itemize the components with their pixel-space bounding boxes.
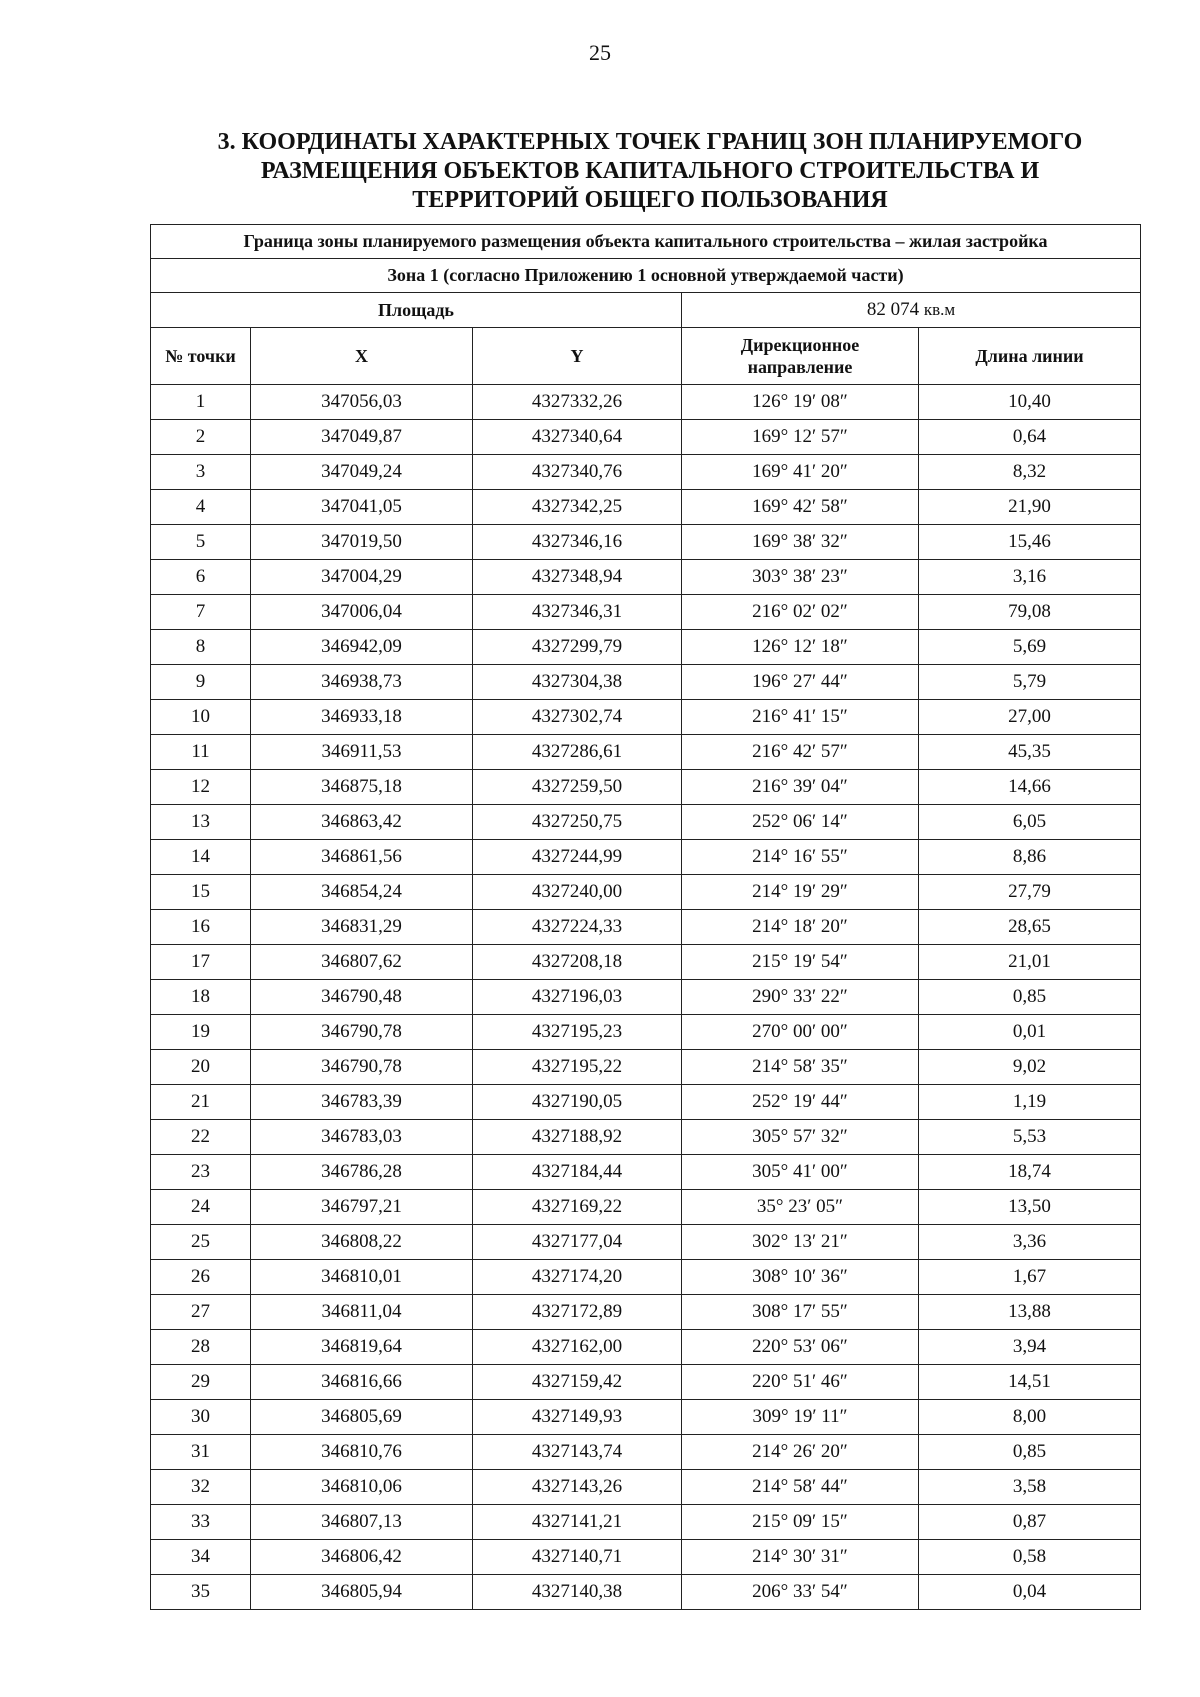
- table-row: [151, 665, 1141, 700]
- direction-cell: 126° 12′ 18″: [682, 630, 919, 665]
- y-coordinate-cell: 4327340,64: [473, 420, 682, 455]
- line-length-cell: 1,67: [919, 1260, 1141, 1295]
- y-coordinate-cell: 4327250,75: [473, 805, 682, 840]
- point-number-cell: 21: [151, 1085, 251, 1120]
- table-row: [151, 1120, 1141, 1155]
- direction-cell: 169° 42′ 58″: [682, 490, 919, 525]
- y-coordinate-cell: 4327162,00: [473, 1330, 682, 1365]
- point-number-cell: 33: [151, 1505, 251, 1540]
- table-row: [151, 910, 1141, 945]
- area-unit: кв.м: [923, 300, 956, 319]
- y-coordinate-cell: 4327304,38: [473, 665, 682, 700]
- area-value: 82 074: [866, 299, 920, 320]
- line-length-cell: 79,08: [919, 595, 1141, 630]
- direction-cell: 302° 13′ 21″: [682, 1225, 919, 1260]
- point-number-cell: 12: [151, 770, 251, 805]
- x-coordinate-cell: 346806,42: [251, 1540, 473, 1575]
- direction-cell: 303° 38′ 23″: [682, 560, 919, 595]
- table-row: [151, 1015, 1141, 1050]
- y-coordinate-cell: 4327302,74: [473, 700, 682, 735]
- x-coordinate-cell: 346808,22: [251, 1225, 473, 1260]
- line-length-cell: 5,79: [919, 665, 1141, 700]
- y-coordinate-cell: 4327259,50: [473, 770, 682, 805]
- x-coordinate-cell: 346861,56: [251, 840, 473, 875]
- y-coordinate-cell: 4327190,05: [473, 1085, 682, 1120]
- line-length-cell: 8,00: [919, 1400, 1141, 1435]
- point-number-cell: 2: [151, 420, 251, 455]
- point-number-cell: 30: [151, 1400, 251, 1435]
- y-coordinate-cell: 4327224,33: [473, 910, 682, 945]
- line-length-cell: 27,00: [919, 700, 1141, 735]
- direction-cell: 309° 19′ 11″: [682, 1400, 919, 1435]
- x-coordinate-cell: 346816,66: [251, 1365, 473, 1400]
- direction-cell: 216° 02′ 02″: [682, 595, 919, 630]
- x-coordinate-cell: 347019,50: [251, 525, 473, 560]
- point-number-cell: 9: [151, 665, 251, 700]
- direction-cell: 252° 19′ 44″: [682, 1085, 919, 1120]
- table-row: [151, 1330, 1141, 1365]
- line-length-cell: 8,32: [919, 455, 1141, 490]
- table-row: [151, 805, 1141, 840]
- point-number-cell: 23: [151, 1155, 251, 1190]
- section-heading: [200, 128, 1100, 215]
- point-number-cell: 6: [151, 560, 251, 595]
- x-coordinate-cell: 346810,76: [251, 1435, 473, 1470]
- line-length-cell: 21,90: [919, 490, 1141, 525]
- y-coordinate-cell: 4327159,42: [473, 1365, 682, 1400]
- point-number-cell: 26: [151, 1260, 251, 1295]
- column-header-x: X: [251, 328, 473, 385]
- y-coordinate-cell: 4327143,74: [473, 1435, 682, 1470]
- line-length-cell: 45,35: [919, 735, 1141, 770]
- point-number-cell: 29: [151, 1365, 251, 1400]
- table-row: [151, 1260, 1141, 1295]
- direction-cell: 35° 23′ 05″: [682, 1190, 919, 1225]
- table-row: [151, 1050, 1141, 1085]
- y-coordinate-cell: 4327340,76: [473, 455, 682, 490]
- area-value-cell: [682, 293, 1141, 328]
- point-number-cell: 14: [151, 840, 251, 875]
- x-coordinate-cell: 346810,01: [251, 1260, 473, 1295]
- y-coordinate-cell: 4327169,22: [473, 1190, 682, 1225]
- page-number: 25: [589, 40, 611, 65]
- x-coordinate-cell: 346786,28: [251, 1155, 473, 1190]
- line-length-cell: 3,16: [919, 560, 1141, 595]
- table-row: [151, 630, 1141, 665]
- x-coordinate-cell: 346831,29: [251, 910, 473, 945]
- y-coordinate-cell: 4327149,93: [473, 1400, 682, 1435]
- point-number-cell: 15: [151, 875, 251, 910]
- direction-header-line-2: направление: [747, 357, 853, 377]
- y-coordinate-cell: 4327348,94: [473, 560, 682, 595]
- column-header-point: № точки: [151, 328, 251, 385]
- table-row: [151, 420, 1141, 455]
- x-coordinate-cell: 346790,78: [251, 1015, 473, 1050]
- y-coordinate-cell: 4327188,92: [473, 1120, 682, 1155]
- point-number-cell: 1: [151, 385, 251, 420]
- point-number-cell: 19: [151, 1015, 251, 1050]
- x-coordinate-cell: 346819,64: [251, 1330, 473, 1365]
- line-length-cell: 0,01: [919, 1015, 1141, 1050]
- line-length-cell: 0,85: [919, 1435, 1141, 1470]
- line-length-cell: 5,53: [919, 1120, 1141, 1155]
- direction-cell: 216° 41′ 15″: [682, 700, 919, 735]
- direction-cell: 220° 51′ 46″: [682, 1365, 919, 1400]
- table-row: [151, 1365, 1141, 1400]
- x-coordinate-cell: 346938,73: [251, 665, 473, 700]
- table-row: [151, 735, 1141, 770]
- point-number-cell: 20: [151, 1050, 251, 1085]
- point-number-cell: 24: [151, 1190, 251, 1225]
- table-row: [151, 1575, 1141, 1610]
- coordinates-table: [150, 224, 1141, 1610]
- point-number-cell: 27: [151, 1295, 251, 1330]
- line-length-cell: 5,69: [919, 630, 1141, 665]
- line-length-cell: 28,65: [919, 910, 1141, 945]
- direction-cell: 270° 00′ 00″: [682, 1015, 919, 1050]
- zone-title: Зона 1 (согласно Приложению 1 основной утверждаемой части): [151, 259, 1141, 293]
- table-row: [151, 980, 1141, 1015]
- point-number-cell: 28: [151, 1330, 251, 1365]
- y-coordinate-cell: 4327177,04: [473, 1225, 682, 1260]
- heading-line-2: РАЗМЕЩЕНИЯ ОБЪЕКТОВ КАПИТАЛЬНОГО СТРОИТЕЛЬСТВА И: [260, 158, 1040, 184]
- direction-cell: 126° 19′ 08″: [682, 385, 919, 420]
- direction-cell: 252° 06′ 14″: [682, 805, 919, 840]
- table-row: [151, 1225, 1141, 1260]
- y-coordinate-cell: 4327195,23: [473, 1015, 682, 1050]
- x-coordinate-cell: 346863,42: [251, 805, 473, 840]
- point-number-cell: 17: [151, 945, 251, 980]
- table-row: [151, 490, 1141, 525]
- line-length-cell: 0,87: [919, 1505, 1141, 1540]
- table-row: [151, 700, 1141, 735]
- direction-cell: 216° 42′ 57″: [682, 735, 919, 770]
- x-coordinate-cell: 347056,03: [251, 385, 473, 420]
- table-row: [151, 1470, 1141, 1505]
- direction-cell: 214° 58′ 44″: [682, 1470, 919, 1505]
- table-row: [151, 840, 1141, 875]
- line-length-cell: 15,46: [919, 525, 1141, 560]
- line-length-cell: 14,51: [919, 1365, 1141, 1400]
- y-coordinate-cell: 4327299,79: [473, 630, 682, 665]
- direction-cell: 169° 38′ 32″: [682, 525, 919, 560]
- y-coordinate-cell: 4327332,26: [473, 385, 682, 420]
- point-number-cell: 10: [151, 700, 251, 735]
- y-coordinate-cell: 4327174,20: [473, 1260, 682, 1295]
- x-coordinate-cell: 346807,62: [251, 945, 473, 980]
- line-length-cell: 0,04: [919, 1575, 1141, 1610]
- x-coordinate-cell: 347049,87: [251, 420, 473, 455]
- x-coordinate-cell: 346933,18: [251, 700, 473, 735]
- line-length-cell: 27,79: [919, 875, 1141, 910]
- x-coordinate-cell: 346811,04: [251, 1295, 473, 1330]
- direction-cell: 290° 33′ 22″: [682, 980, 919, 1015]
- line-length-cell: 18,74: [919, 1155, 1141, 1190]
- point-number-cell: 3: [151, 455, 251, 490]
- column-header-direction: [682, 328, 919, 385]
- x-coordinate-cell: 346790,78: [251, 1050, 473, 1085]
- point-number-cell: 16: [151, 910, 251, 945]
- line-length-cell: 3,58: [919, 1470, 1141, 1505]
- line-length-cell: 13,88: [919, 1295, 1141, 1330]
- point-number-cell: 35: [151, 1575, 251, 1610]
- table-body: [151, 385, 1141, 1610]
- x-coordinate-cell: 346911,53: [251, 735, 473, 770]
- heading-line-1: 3. КООРДИНАТЫ ХАРАКТЕРНЫХ ТОЧЕК ГРАНИЦ ЗОН ПЛАНИРУЕМОГО: [217, 129, 1083, 155]
- table-row: [151, 525, 1141, 560]
- table-row: [151, 945, 1141, 980]
- table-row: [151, 1435, 1141, 1470]
- direction-cell: 214° 26′ 20″: [682, 1435, 919, 1470]
- point-number-cell: 7: [151, 595, 251, 630]
- y-coordinate-cell: 4327286,61: [473, 735, 682, 770]
- point-number-cell: 8: [151, 630, 251, 665]
- column-header-length: Длина линии: [919, 328, 1141, 385]
- direction-cell: 305° 41′ 00″: [682, 1155, 919, 1190]
- x-coordinate-cell: 346797,21: [251, 1190, 473, 1225]
- line-length-cell: 8,86: [919, 840, 1141, 875]
- y-coordinate-cell: 4327141,21: [473, 1505, 682, 1540]
- line-length-cell: 14,66: [919, 770, 1141, 805]
- y-coordinate-cell: 4327172,89: [473, 1295, 682, 1330]
- y-coordinate-cell: 4327346,16: [473, 525, 682, 560]
- x-coordinate-cell: 346805,69: [251, 1400, 473, 1435]
- boundary-title: Граница зоны планируемого размещения объекта капитального строительства – жилая застройка: [151, 225, 1141, 259]
- y-coordinate-cell: 4327143,26: [473, 1470, 682, 1505]
- point-number-cell: 4: [151, 490, 251, 525]
- table-row: [151, 1190, 1141, 1225]
- line-length-cell: 3,36: [919, 1225, 1141, 1260]
- area-label: Площадь: [151, 293, 682, 328]
- direction-cell: 169° 12′ 57″: [682, 420, 919, 455]
- direction-cell: 214° 16′ 55″: [682, 840, 919, 875]
- direction-cell: 308° 17′ 55″: [682, 1295, 919, 1330]
- x-coordinate-cell: 347004,29: [251, 560, 473, 595]
- x-coordinate-cell: 346807,13: [251, 1505, 473, 1540]
- point-number-cell: 11: [151, 735, 251, 770]
- line-length-cell: 0,85: [919, 980, 1141, 1015]
- x-coordinate-cell: 347006,04: [251, 595, 473, 630]
- direction-cell: 214° 58′ 35″: [682, 1050, 919, 1085]
- x-coordinate-cell: 347049,24: [251, 455, 473, 490]
- table-row: [151, 770, 1141, 805]
- direction-cell: 206° 33′ 54″: [682, 1575, 919, 1610]
- x-coordinate-cell: 347041,05: [251, 490, 473, 525]
- table-row: [151, 1540, 1141, 1575]
- point-number-cell: 13: [151, 805, 251, 840]
- line-length-cell: 13,50: [919, 1190, 1141, 1225]
- direction-cell: 220° 53′ 06″: [682, 1330, 919, 1365]
- point-number-cell: 25: [151, 1225, 251, 1260]
- y-coordinate-cell: 4327140,38: [473, 1575, 682, 1610]
- point-number-cell: 5: [151, 525, 251, 560]
- table-row: [151, 560, 1141, 595]
- table-row: [151, 875, 1141, 910]
- direction-header-line-1: Дирекционное: [740, 335, 860, 355]
- table-row: [151, 1295, 1141, 1330]
- y-coordinate-cell: 4327195,22: [473, 1050, 682, 1085]
- point-number-cell: 18: [151, 980, 251, 1015]
- table-row: [151, 1155, 1141, 1190]
- y-coordinate-cell: 4327184,44: [473, 1155, 682, 1190]
- direction-cell: 169° 41′ 20″: [682, 455, 919, 490]
- point-number-cell: 34: [151, 1540, 251, 1575]
- y-coordinate-cell: 4327346,31: [473, 595, 682, 630]
- y-coordinate-cell: 4327140,71: [473, 1540, 682, 1575]
- x-coordinate-cell: 346783,39: [251, 1085, 473, 1120]
- table-row: [151, 595, 1141, 630]
- point-number-cell: 22: [151, 1120, 251, 1155]
- table-row: [151, 1400, 1141, 1435]
- x-coordinate-cell: 346783,03: [251, 1120, 473, 1155]
- direction-cell: 216° 39′ 04″: [682, 770, 919, 805]
- x-coordinate-cell: 346810,06: [251, 1470, 473, 1505]
- table-row: [151, 385, 1141, 420]
- x-coordinate-cell: 346942,09: [251, 630, 473, 665]
- direction-cell: 214° 19′ 29″: [682, 875, 919, 910]
- line-length-cell: 0,58: [919, 1540, 1141, 1575]
- line-length-cell: 21,01: [919, 945, 1141, 980]
- table-row: [151, 455, 1141, 490]
- line-length-cell: 3,94: [919, 1330, 1141, 1365]
- table-row: [151, 1505, 1141, 1540]
- direction-cell: 214° 18′ 20″: [682, 910, 919, 945]
- direction-cell: 215° 19′ 54″: [682, 945, 919, 980]
- direction-cell: 305° 57′ 32″: [682, 1120, 919, 1155]
- direction-cell: 308° 10′ 36″: [682, 1260, 919, 1295]
- line-length-cell: 6,05: [919, 805, 1141, 840]
- heading-line-3: ТЕРРИТОРИЙ ОБЩЕГО ПОЛЬЗОВАНИЯ: [412, 187, 888, 213]
- line-length-cell: 0,64: [919, 420, 1141, 455]
- column-header-y: Y: [473, 328, 682, 385]
- x-coordinate-cell: 346875,18: [251, 770, 473, 805]
- line-length-cell: 1,19: [919, 1085, 1141, 1120]
- line-length-cell: 9,02: [919, 1050, 1141, 1085]
- line-length-cell: 10,40: [919, 385, 1141, 420]
- direction-cell: 215° 09′ 15″: [682, 1505, 919, 1540]
- y-coordinate-cell: 4327244,99: [473, 840, 682, 875]
- x-coordinate-cell: 346790,48: [251, 980, 473, 1015]
- point-number-cell: 31: [151, 1435, 251, 1470]
- y-coordinate-cell: 4327208,18: [473, 945, 682, 980]
- x-coordinate-cell: 346854,24: [251, 875, 473, 910]
- direction-cell: 214° 30′ 31″: [682, 1540, 919, 1575]
- table-row: [151, 1085, 1141, 1120]
- x-coordinate-cell: 346805,94: [251, 1575, 473, 1610]
- direction-cell: 196° 27′ 44″: [682, 665, 919, 700]
- y-coordinate-cell: 4327196,03: [473, 980, 682, 1015]
- point-number-cell: 32: [151, 1470, 251, 1505]
- y-coordinate-cell: 4327342,25: [473, 490, 682, 525]
- y-coordinate-cell: 4327240,00: [473, 875, 682, 910]
